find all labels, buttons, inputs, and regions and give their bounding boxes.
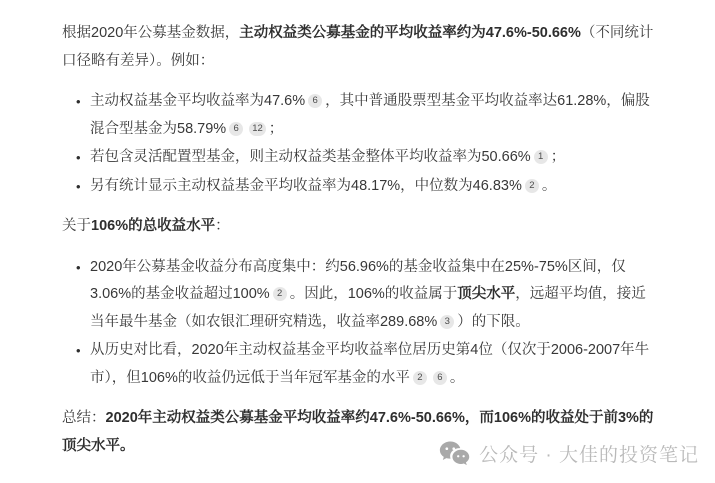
bold-text: 主动权益类公募基金的平均收益率约为47.6%-50.66% (239, 25, 581, 41)
text: ： (215, 218, 230, 234)
bullet-marker: • (76, 150, 81, 165)
text: ； (550, 149, 566, 165)
text: 2020年公募基金收益分布高度集中：约56.96%的基金收益集中在25%-75%区间，仅3.06%的基金收益超过100% (90, 258, 626, 302)
text: 根据2020年公募基金数据， (62, 25, 240, 41)
text: ； (268, 120, 284, 137)
text: 总结： (62, 410, 106, 426)
list-item-text (90, 254, 659, 337)
bullet-marker: • (76, 343, 81, 358)
citation-badge[interactable]: 12 (249, 122, 266, 136)
list-item-text (90, 88, 659, 143)
citation-badge[interactable]: 2 (413, 371, 427, 385)
bullet-list (62, 254, 659, 393)
citation-badge[interactable]: 6 (308, 94, 322, 108)
bold-text: 2020年主动权益类公募基金平均收益率约47.6%-50.66%，而106%的收益处于前3%的顶尖水平。 (62, 410, 654, 454)
text: ）的下限。 (457, 313, 530, 330)
list-item-text (90, 144, 659, 172)
citation-badge[interactable]: 6 (229, 122, 243, 136)
text: ，远超平均值，接近当年最牛基金（如农银汇理研究精选，收益率289.68% (90, 286, 646, 330)
text: 。因此，106%的收益属于 (289, 286, 458, 302)
bullet-marker: • (76, 259, 81, 275)
text: 主动权益基金平均收益率为47.6% (90, 93, 306, 109)
citation-badge[interactable]: 3 (440, 315, 454, 329)
citation-badge[interactable]: 6 (433, 371, 447, 385)
text: 。 (449, 369, 465, 386)
intro-paragraph (62, 20, 659, 75)
bold-text: 106%的总收益水平 (91, 218, 216, 234)
section-heading (62, 213, 659, 241)
text: （不同统计口径略有差异）。例如： (62, 25, 654, 69)
citation-badge[interactable]: 1 (534, 150, 548, 164)
citation-badge[interactable]: 2 (525, 179, 539, 193)
list-item (62, 173, 659, 201)
bullet-marker: • (76, 178, 81, 194)
text: 另有统计显示主动权益基金平均收益率为48.17%，中位数为46.83% (90, 177, 522, 194)
watermark-label: 公众号 · 大佳的投资笔记 (479, 445, 699, 466)
wechat-icon (439, 440, 471, 467)
watermark (439, 440, 699, 467)
citation-badge[interactable]: 2 (273, 287, 287, 301)
text: 关于 (62, 218, 91, 234)
list-item (62, 254, 659, 337)
text: 若包含灵活配置型基金，则主动权益类基金整体平均收益率为50.66% (90, 149, 531, 165)
text: 。 (541, 177, 557, 194)
list-item (62, 337, 659, 392)
bold-text: 顶尖水平 (457, 286, 516, 302)
list-item-text (90, 173, 659, 201)
bullet-list (62, 88, 659, 200)
list-item (62, 144, 659, 172)
text: 从历史对比看，2020年主动权益基金平均收益率位居历史第4位（仅次于2006-2007年牛市），但106%的收益仍远低于当年冠军基金的水平 (90, 342, 650, 386)
answer-content (62, 20, 659, 473)
text: ，其中普通股票型基金平均收益率达61.28%，偏股混合型基金为58.79% (90, 93, 650, 137)
bullet-marker: • (76, 94, 81, 109)
list-item (62, 88, 659, 143)
list-item-text (90, 337, 659, 392)
